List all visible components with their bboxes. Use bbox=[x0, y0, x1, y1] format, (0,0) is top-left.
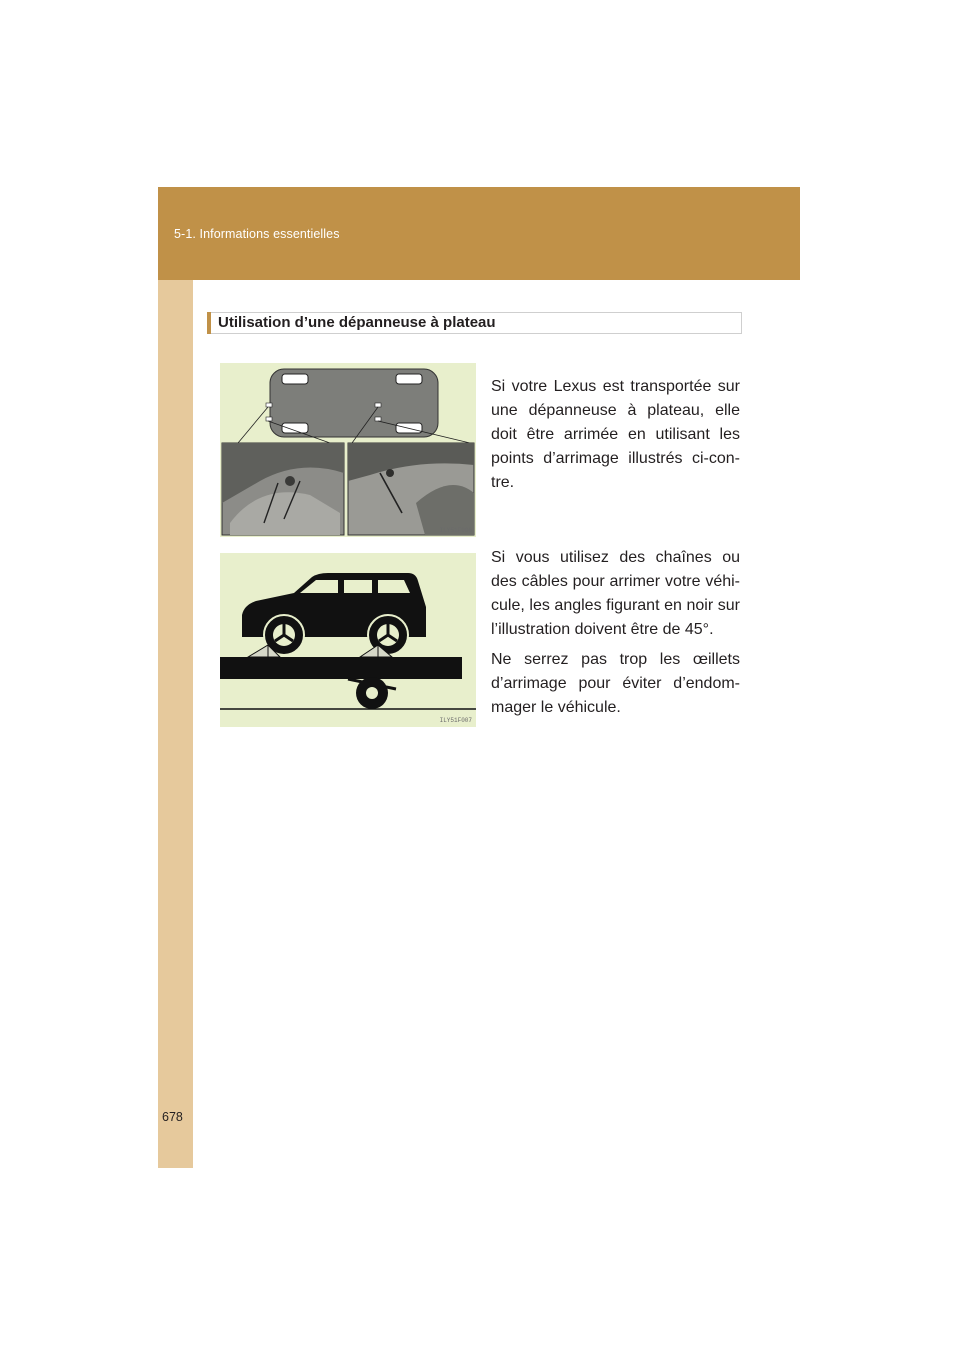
paragraph-chain-angles: Si vous utilisez des chaînes ou des câbles pour arrimer votre véhi-cule, les angles figurant en noir sur l’illustration doivent être de 45°. bbox=[491, 549, 740, 638]
figure-flatbed-angles bbox=[220, 553, 476, 727]
figure-code: ILY51F007 bbox=[439, 717, 472, 724]
figure-tie-down-points bbox=[220, 363, 476, 537]
tie-down-illustration bbox=[220, 363, 476, 537]
header-band bbox=[158, 187, 800, 280]
side-band bbox=[158, 280, 193, 1168]
figure-code: ILY51F006 bbox=[439, 527, 472, 534]
section-accent-bar bbox=[207, 312, 211, 334]
section-title: Utilisation d’une dépanneuse à plateau bbox=[218, 314, 496, 331]
paragraph-flatbed-intro: Si votre Lexus est transportée sur une dépanneuse à plateau, elle doit être arrimée en utilisant les points d’arrimage illustrés ci-con-tre. bbox=[491, 378, 740, 491]
flatbed-illustration bbox=[220, 553, 476, 727]
page-number: 678 bbox=[162, 1110, 183, 1124]
paragraph-eyelet-warning: Ne serrez pas trop les œillets d’arrimage pour éviter d’endom-mager le véhicule. bbox=[491, 651, 740, 716]
section-heading bbox=[207, 312, 742, 334]
chapter-title: 5-1. Informations essentielles bbox=[174, 227, 340, 241]
